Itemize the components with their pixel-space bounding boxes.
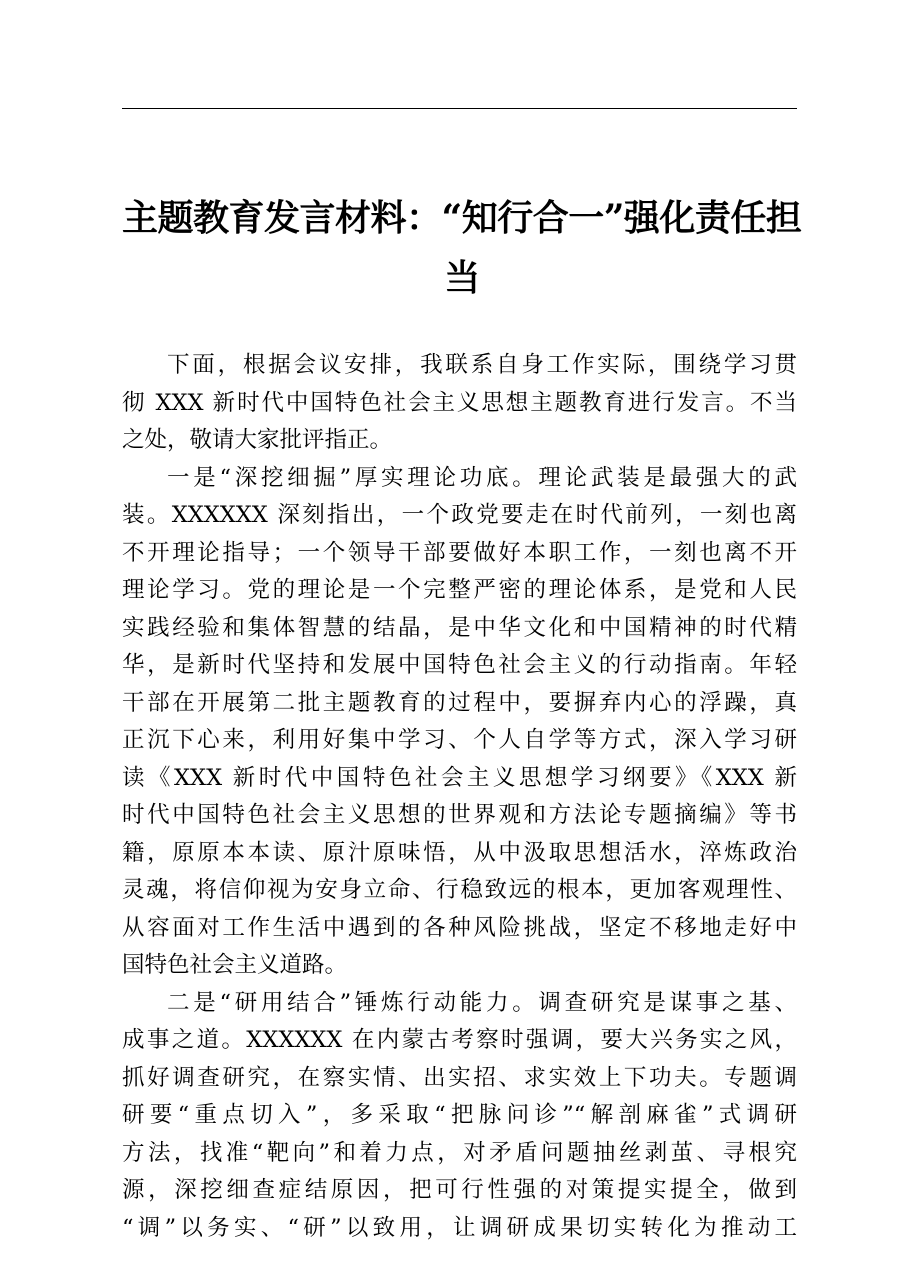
body-line: 成事之道。XXXXXX 在内蒙古考察时强调，要大兴务实之风，: [122, 1027, 797, 1053]
document-body: [122, 347, 812, 1247]
body-line: “调”以务实、“研”以致用，让调研成果切实转化为推动工: [122, 1214, 797, 1241]
body-line: 正沉下心来，利用好集中学习、个人自学等方式，深入学习研: [122, 727, 797, 753]
header-rule: [122, 108, 797, 109]
body-line: 一是“深挖细掘”厚实理论功底。理论武装是最强大的武: [167, 464, 797, 491]
body-line: 从容面对工作生活中遇到的各种风险挑战，坚定不移地走好中: [122, 914, 797, 941]
body-line: 灵魂，将信仰视为安身立命、行稳致远的根本，更加客观理性、: [122, 877, 797, 903]
body-line: 读《XXX 新时代中国特色社会主义思想学习纲要》《XXX 新: [122, 764, 797, 791]
body-line: 彻 XXX 新时代中国特色社会主义思想主题教育进行发言。不当: [122, 389, 797, 416]
title-line-1: 主题教育发言材料：“知行合一”强化责任担: [122, 197, 802, 239]
document-title: [122, 188, 802, 308]
body-line: 源，深挖细查症结原因，把可行性强的对策提实提全，做到: [122, 1177, 797, 1203]
body-line: 之处，敬请大家批评指正。: [122, 427, 393, 453]
body-line: 研要“重点切入”，多采取“把脉问诊”“解剖麻雀”式调研: [122, 1102, 797, 1128]
body-line: 方法，找准“靶向”和着力点，对矛盾问题抽丝剥茧、寻根究: [122, 1139, 797, 1166]
body-line: 下面，根据会议安排，我联系自身工作实际，围绕学习贯: [167, 352, 797, 378]
body-line: 实践经验和集体智慧的结晶，是中华文化和中国精神的时代精: [122, 614, 797, 641]
body-line: 二是“研用结合”锤炼行动能力。调查研究是谋事之基、: [167, 989, 797, 1016]
body-line: 国特色社会主义道路。: [122, 952, 348, 978]
body-line: 干部在开展第二批主题教育的过程中，要摒弃内心的浮躁，真: [122, 689, 797, 716]
body-line: 理论学习。党的理论是一个完整严密的理论体系，是党和人民: [122, 577, 797, 603]
title-line-2: 当: [444, 257, 480, 299]
body-line: 装。XXXXXX 深刻指出，一个政党要走在时代前列，一刻也离: [122, 502, 797, 528]
body-line: 不开理论指导；一个领导干部要做好本职工作，一刻也离不开: [122, 539, 797, 566]
body-line: 抓好调查研究，在察实情、出实招、求实效上下功夫。专题调: [122, 1064, 797, 1091]
body-line: 时代中国特色社会主义思想的世界观和方法论专题摘编》等书: [122, 802, 797, 828]
body-line: 籍，原原本本读、原汁原味悟，从中汲取思想活水，淬炼政治: [122, 839, 797, 866]
body-line: 华，是新时代坚持和发展中国特色社会主义的行动指南。年轻: [122, 652, 797, 678]
